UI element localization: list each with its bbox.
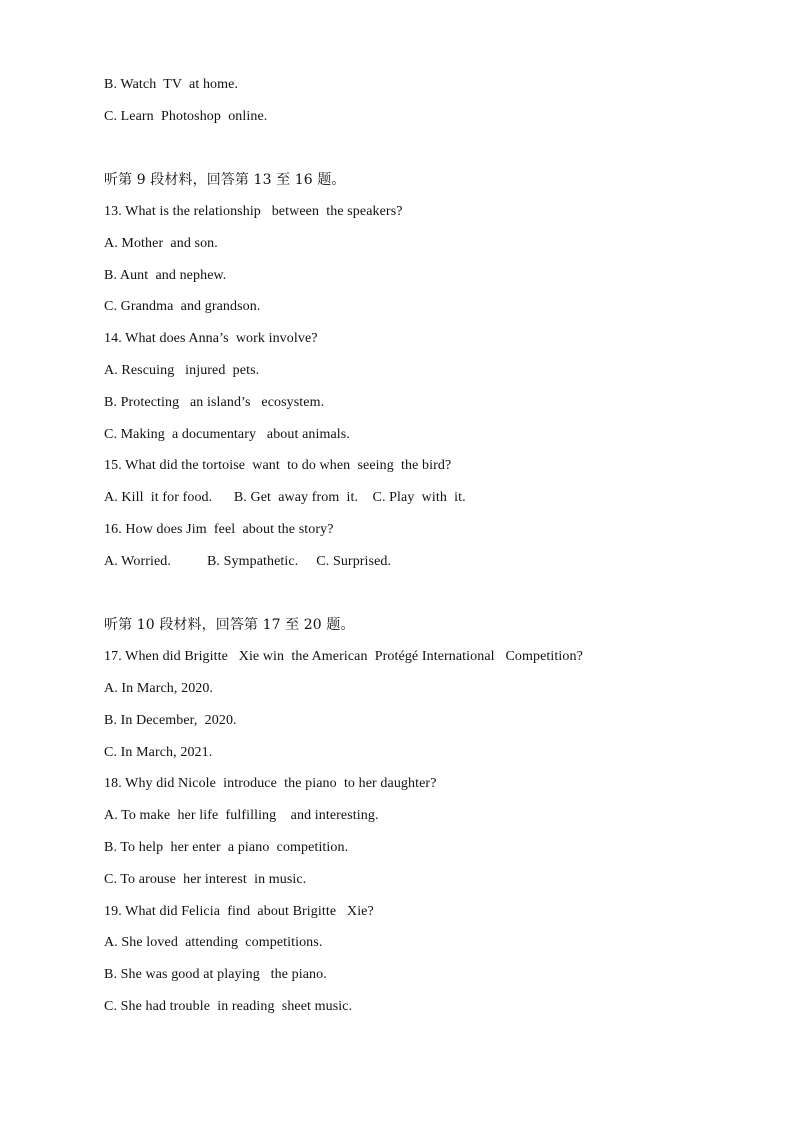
option-line: A. Worried. B. Sympathetic. C. Surprised.	[104, 554, 392, 569]
option-line: B. Watch TV at home.	[104, 77, 239, 92]
option-line: C. She had trouble in reading sheet music.	[104, 999, 353, 1014]
question-line: 19. What did Felicia find about Brigitte Xie?	[104, 904, 374, 919]
option-line: A. In March, 2020.	[104, 681, 214, 696]
option-line: B. To help her enter a piano competition.	[104, 840, 349, 855]
question-line: 16. How does Jim feel about the story?	[104, 522, 334, 537]
option-line: A. To make her life fulfilling and interesting.	[104, 808, 379, 823]
option-line: B. In December, 2020.	[104, 713, 237, 728]
question-line: 18. Why did Nicole introduce the piano to her daughter?	[104, 776, 437, 791]
option-line: C. To arouse her interest in music.	[104, 872, 307, 887]
question-line: 15. What did the tortoise want to do when seeing the bird?	[104, 458, 452, 473]
option-line: A. Kill it for food. B. Get away from it. C. Play with it.	[104, 490, 466, 505]
option-line: A. Rescuing injured pets.	[104, 363, 260, 378]
question-line: 13. What is the relationship between the speakers?	[104, 204, 403, 219]
option-line: A. Mother and son.	[104, 236, 218, 251]
option-line: A. She loved attending competitions.	[104, 935, 323, 950]
question-line: 17. When did Brigitte Xie win the American Protégé International Competition?	[104, 649, 583, 664]
option-line: C. In March, 2021.	[104, 745, 213, 760]
section-heading: 听第 10 段材料，回答第 17 至 20 题。	[104, 617, 355, 633]
option-line: B. She was good at playing the piano.	[104, 967, 327, 982]
option-line: C. Learn Photoshop online.	[104, 109, 268, 124]
option-line: B. Aunt and nephew.	[104, 268, 227, 283]
option-line: C. Making a documentary about animals.	[104, 427, 350, 442]
question-line: 14. What does Anna’s work involve?	[104, 331, 318, 346]
option-line: B. Protecting an island’s ecosystem.	[104, 395, 325, 410]
section-heading: 听第 9 段材料，回答第 13 至 16 题。	[104, 172, 346, 188]
option-line: C. Grandma and grandson.	[104, 299, 261, 314]
